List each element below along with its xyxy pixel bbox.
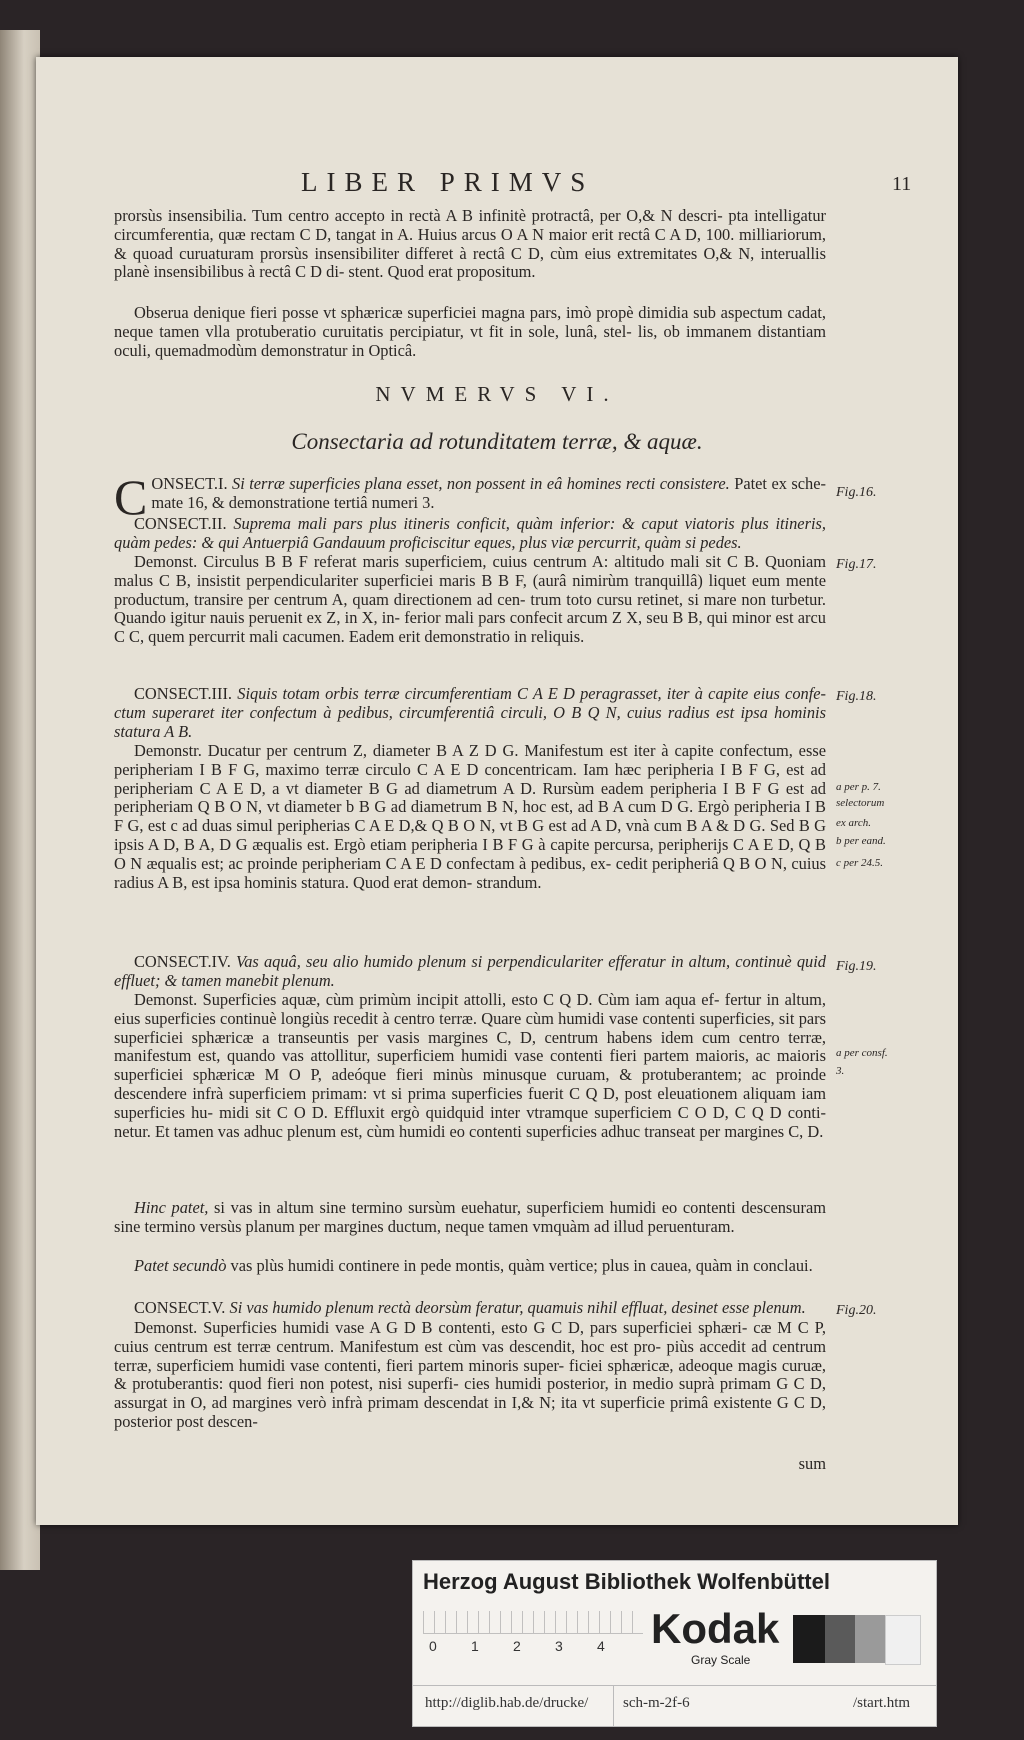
adjacent-page-edge [0,30,40,1570]
consect-2-statement: Suprema mali pars plus itineris conficit, quàm inferior: & caput viatoris plus itineris, quàm pedes: & qui Antuerpiâ Gandauum proficiscitur eques, plus viæ percurrit, quàm si pedes. [114,514,826,552]
page-number: 11 [892,173,912,195]
consect-3 [114,685,826,741]
consect-5-lead: CONSECT.V. [134,1298,226,1317]
consect-3-demonstration: Demonstr. Ducatur per centrum Z, diameter B A Z D G. Manifestum est iter à capite confectum, esse peripheriam I B F G, maximo terræ circulo C A E D concentricam. Iam hæc peripheria I B F G, est ad peripheriam C A E D, a vt diameter B G ad diametrum A D. Rursùm eadem peripheria I B F G est ad peripheriam Q B O N, vt diameter b B G ad diametrum B N, hoc est, ad B A cum D G. Ergò peripheria I B F G, est c ad duas simul peripherias C A E D,& Q B O N, vt B G est ad A D, vnà cum B A & D G. Sed B G ipsis A D, B A, D G æqualis est. Ergò etiam peripheria I B F G à capite percursa, peripherijs C A E D, Q B O N æqualis est; ac proinde peripheriam C A E D confectam à pedibus, ex- cedit peripheriâ Q B O N, cuius radius A B, est ipsa hominis statura. Quod erat demon- strandum. [114,741,826,892]
book-page [36,57,958,1525]
target-divider [413,1685,936,1686]
margin-note-a: a per p. 7. [836,781,881,793]
consect-1-statement: Si terræ superficies plana esset, non possent in eâ homines recti consistere. [232,474,730,493]
consect-3-statement: Siquis totam orbis terræ circumferentiam C A E D peragrasset, iter à capite eius confe- ctum superaret iter confectum à pedibus, circumferentiâ circuli, O B Q N, cuius radius est ipsa hominis statura A B. [114,684,826,741]
library-name: Herzog August Bibliothek Wolfenbüttel [423,1569,830,1594]
target-vertical-divider [613,1685,614,1726]
drop-cap: C [114,469,148,525]
scale-ruler [423,1611,643,1634]
consect-5 [114,1299,826,1318]
patet-secundo-text: vas plùs humidi continere in pede montis, quàm vertice; plus in cauea, quàm in conclaui. [230,1256,813,1275]
section-subtitle: Consectaria ad rotunditatem terræ, & aquæ. [291,429,703,454]
section-number: NVMERVS VI. [375,382,619,406]
margin-fig19: Fig.19. [836,959,877,974]
consect-5-demonstration: Demonst. Superficies humidi vase A G D B contenti, esto G C D, pars superficiei sphæri- cæ M C P, cuius centrum est terræ centrum. Manifestum est cùm vas descendit, hoc est pro- piùs accedit ad centrum terræ, superficiem humidi vase contenti, fieri partem minoris super- ficiei sphæricæ, adeoque magis curuæ, & protuberantis: quod fieri non potest, nisi superfi- cies humidi posterior, in medio suprà primam G C D, assurgat in O, ad margines verò infrà primam descendat in I,& N; ita vt superficie primâ existente G C D, posterior post descen- [114,1318,826,1431]
scale-number: 4 [597,1638,605,1654]
consect-4-hinc [114,1199,826,1237]
target-file: /start.htm [853,1695,911,1711]
target-shelfmark: sch-m-2f-6 [623,1695,690,1711]
target-url: http://diglib.hab.de/drucke/ [425,1695,589,1711]
paragraph-observa: Obserua denique fieri posse vt sphæricæ superficiei magna pars, imò propè dimidia sub aspectum cadat, neque tamen vlla protuberatio curuitatis percipiatur, vt fit in sole, lunâ, stel- lis, ob immanem distantiam oculi, quemadmodùm demonstratur in Opticâ. [114,303,826,360]
margin-note-d: a per consf. [836,1047,888,1059]
scale-number: 1 [471,1638,479,1654]
margin-note-a2: selectorum [836,797,885,809]
margin-note-b2: b per eand. [836,835,886,847]
margin-fig20: Fig.20. [836,1303,877,1318]
swatch-mid-gray [855,1615,885,1663]
kodak-logo: Kodak [651,1605,780,1652]
margin-note-d2: 3. [836,1065,845,1077]
consect-1-rest: Patet ex sche- mate 16, & demonstratione tertiâ numeri 3. [151,474,826,512]
consect-4-statement: Vas aquâ, seu alio humido plenum si perpendiculariter efferatur in altum, continuè quid effluet; & tamen manebit plenum. [114,952,827,990]
consect-4-lead: CONSECT.IV. [134,952,231,971]
paragraph-proof-end: prorsùs insensibilia. Tum centro accepto in rectà A B infinitè protractâ, per O,& N descri- pta intelligatur circumferentia, quæ rectam C D, tangat in A. Huius arcus O A N maior erit rectâ C A D, 100. milliariorum, & quoad curuaturam prorsùs insensibiliter differet à rectâ C D, cùm eius extremitates O,& N, interuallis planè insensibilibus à rectâ C D di- stent. Quod erat propositum. [114,206,826,282]
margin-fig17: Fig.17. [836,557,877,572]
margin-note-c: c per 24.5. [836,857,884,869]
consect-1-lead: ONSECT.I. [151,474,228,493]
consect-4-demonstration: Demonst. Superficies aquæ, cùm primùm incipit attolli, esto C Q D. Cùm iam aqua ef- fertur in altum, eius superficies continuè longiùs recedit à centro terræ. Quare cùm humidi vase contenti superficies, sit pars superficiei sphæricæ a transeuntis per vasis margines C, D, centrum habens idem cum centro terræ, manifestum est, quando vas attollitur, superficiem humidi vase contenti fieri partem maioris, ac maioris superficiei sphæricæ M O P, adeóque fieri minùs minusque curuam, & protuberantem; ac proinde descendere infrà superficiem primam: vt si prima superficies fuerit C Q D, post eleuationem aliquam iam superficies hu- midi sit C O D. Effluxit ergò quidquid inter vtramque superficiem C O D, C Q D conti- netur. Et tamen vas adhuc plenum est, cùm humidi eo contenti superficies adhuc transeat per margines C, D. [114,990,826,1141]
catchword: sum [798,1454,826,1473]
consect-5-statement: Si vas humido plenum rectà deorsùm feratur, quamuis nihil effluat, desinet esse plenum. [229,1298,806,1317]
margin-fig18: Fig.18. [836,689,877,704]
consect-4-patet [114,1257,826,1276]
swatch-black [793,1615,825,1663]
consect-3-lead: CONSECT.III. [134,684,233,703]
digitization-target [412,1560,937,1727]
scale-numbers [429,1638,639,1654]
hinc-patet-text: si vas in altum sine termino sursùm euehatur, superficiem humidi eo contenti descensuram sine termino versùs planum per margines ductum, neque tamen vmquàm ad illud peruenturam. [114,1198,826,1236]
swatch-white [885,1615,921,1665]
consect-2-lead: CONSECT.II. [134,514,227,533]
margin-note-b: ex arch. [836,817,872,829]
scale-number: 2 [513,1638,521,1654]
gray-scale-label: Gray Scale [691,1653,751,1667]
consect-2-demonstration: Demonst. Circulus B B F referat maris superficiem, cuius centrum A: altitudo mali sit C B. Quoniam malus C B, insistit perpendiculariter superficiei maris B B F, (aurâ nimirùm tranquillâ) liquet eum mente productum, transire per centrum A, quam directionem ad cen- trum toto cursu retinet, si mare non turbetur. Quando igitur nauis peruenit ex Z, in X, in- ferior mali pars confecit arcum Z X, seu B B, qui minor est arcu C C, quem percurrit mali cacumen. Eadem erit demonstratio in reliquis. [114,552,826,647]
margin-fig16: Fig.16. [836,485,877,500]
consect-4 [114,953,826,991]
scale-number: 0 [429,1638,437,1654]
scale-number: 3 [555,1638,563,1654]
swatch-dark-gray [825,1615,855,1663]
hinc-patet-lead: Hinc patet, [134,1198,209,1217]
consect-2 [114,515,826,553]
patet-secundo-lead: Patet secundò [134,1256,227,1275]
running-title: LIBER PRIMVS [301,167,595,197]
